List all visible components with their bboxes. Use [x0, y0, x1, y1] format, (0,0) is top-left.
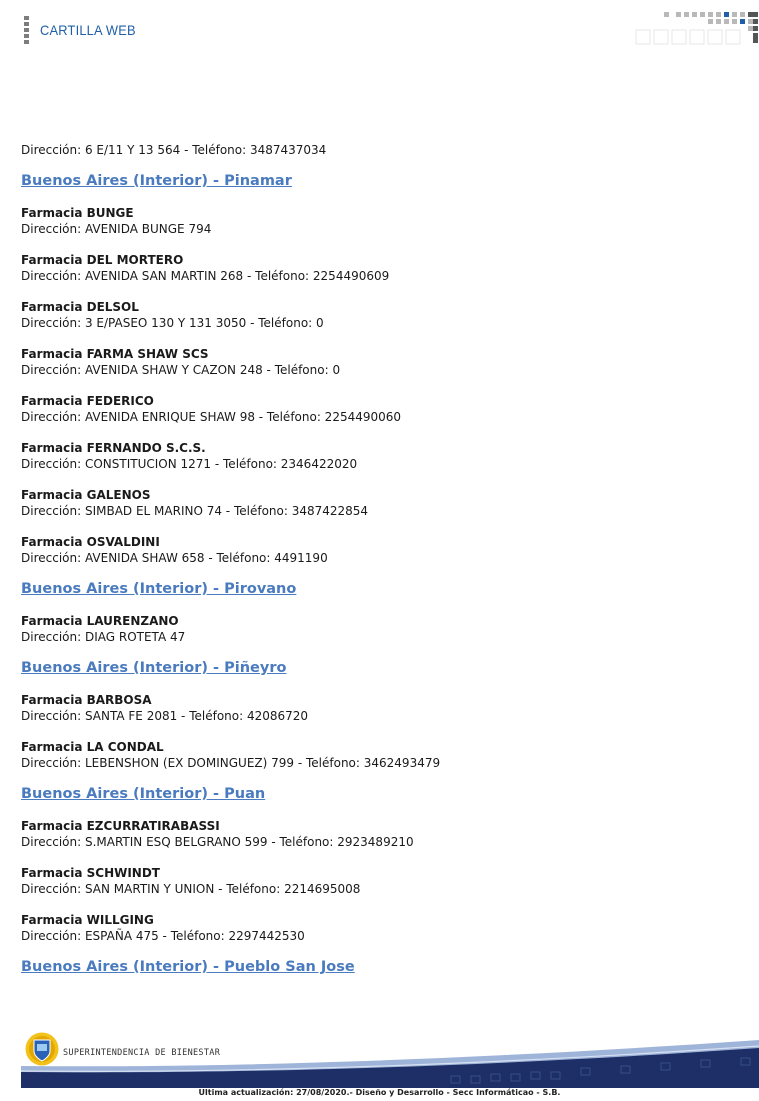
page-header — [0, 0, 759, 60]
pharmacy-name: Farmacia FARMA SHAW SCS — [21, 347, 209, 361]
pharmacy-name: Farmacia WILLGING — [21, 913, 154, 927]
pharmacy-address: Dirección: AVENIDA SHAW Y CAZON 248 - Teléfono: 0 — [21, 363, 341, 377]
pharmacy-address: Dirección: AVENIDA BUNGE 794 — [21, 222, 212, 236]
pharmacy-address: Dirección: ESPAÑA 475 - Teléfono: 2297442530 — [21, 929, 305, 943]
pharmacy-address: Dirección: SIMBAD EL MARINO 74 - Teléfono: 3487422854 — [21, 504, 369, 518]
pharmacy-entry — [21, 346, 741, 378]
pharmacy-name: Farmacia DEL MORTERO — [21, 253, 184, 267]
dotted-bar-icon — [24, 16, 29, 46]
pharmacy-name: Farmacia FEDERICO — [21, 394, 154, 408]
pharmacy-name: Farmacia OSVALDINI — [21, 535, 160, 549]
pharmacy-entry — [21, 739, 741, 771]
pharmacy-listing — [21, 142, 741, 991]
pharmacy-entry — [21, 299, 741, 331]
pharmacy-entry — [21, 252, 741, 284]
pharmacy-address: Dirección: AVENIDA SHAW 658 - Teléfono: 4491190 — [21, 551, 328, 565]
pharmacy-entry — [21, 818, 741, 850]
pharmacy-entry — [21, 205, 741, 237]
region-heading-link[interactable]: Buenos Aires (Interior) - Pueblo San Jose — [21, 959, 355, 975]
pharmacy-address: Dirección: AVENIDA SAN MARTIN 268 - Teléfono: 2254490609 — [21, 269, 390, 283]
page-footer — [0, 1028, 759, 1101]
region-heading-link[interactable]: Buenos Aires (Interior) - Pirovano — [21, 581, 297, 597]
footer-org-name: SUPERINTENDENCIA DE BIENESTAR — [63, 1048, 221, 1058]
pharmacy-entry — [21, 912, 741, 944]
pharmacy-name: Farmacia GALENOS — [21, 488, 151, 502]
pharmacy-entry — [21, 534, 741, 566]
pharmacy-address: Dirección: S.MARTIN ESQ BELGRANO 599 - Teléfono: 2923489210 — [21, 835, 414, 849]
lead-address: Dirección: 6 E/11 Y 13 564 - Teléfono: 3487437034 — [21, 143, 327, 157]
pharmacy-name: Farmacia SCHWINDT — [21, 866, 160, 880]
pharmacy-entry — [21, 692, 741, 724]
header-title: CARTILLA WEB — [40, 22, 136, 38]
pharmacy-name: Farmacia LAURENZANO — [21, 614, 179, 628]
pharmacy-entry — [21, 487, 741, 519]
region-heading-link[interactable]: Buenos Aires (Interior) - Pinamar — [21, 173, 292, 189]
pharmacy-name: Farmacia LA CONDAL — [21, 740, 164, 754]
pharmacy-entry — [21, 393, 741, 425]
pharmacy-name: Farmacia FERNANDO S.C.S. — [21, 441, 206, 455]
pharmacy-address: Dirección: SAN MARTIN Y UNION - Teléfono: 2214695008 — [21, 882, 361, 896]
superintendencia-seal — [25, 1032, 59, 1066]
footer-wave-band — [21, 1038, 759, 1088]
pharmacy-address: Dirección: CONSTITUCION 1271 - Teléfono: 2346422020 — [21, 457, 358, 471]
pharmacy-address: Dirección: 3 E/PASEO 130 Y 131 3050 - Teléfono: 0 — [21, 316, 324, 330]
pharmacy-name: Farmacia BARBOSA — [21, 693, 152, 707]
grid-squares-decoration — [634, 12, 759, 48]
footer-update-text: Ultima actualización: 27/08/2020.- Diseño y Desarrollo - Secc Informáticao - S.B. — [198, 1088, 561, 1097]
pharmacy-name: Farmacia EZCURRATIRABASSI — [21, 819, 220, 833]
pharmacy-entry — [21, 613, 741, 645]
pharmacy-address: Dirección: AVENIDA ENRIQUE SHAW 98 - Teléfono: 2254490060 — [21, 410, 402, 424]
region-heading-link[interactable]: Buenos Aires (Interior) - Puan — [21, 786, 266, 802]
pharmacy-name: Farmacia BUNGE — [21, 206, 134, 220]
region-heading-link[interactable]: Buenos Aires (Interior) - Piñeyro — [21, 660, 287, 676]
pharmacy-address: Dirección: SANTA FE 2081 - Teléfono: 42086720 — [21, 709, 309, 723]
pharmacy-entry — [21, 865, 741, 897]
pharmacy-address: Dirección: LEBENSHON (EX DOMINGUEZ) 799 - Teléfono: 3462493479 — [21, 756, 441, 770]
pharmacy-address: Dirección: DIAG ROTETA 47 — [21, 630, 186, 644]
pharmacy-name: Farmacia DELSOL — [21, 300, 139, 314]
pharmacy-entry — [21, 440, 741, 472]
